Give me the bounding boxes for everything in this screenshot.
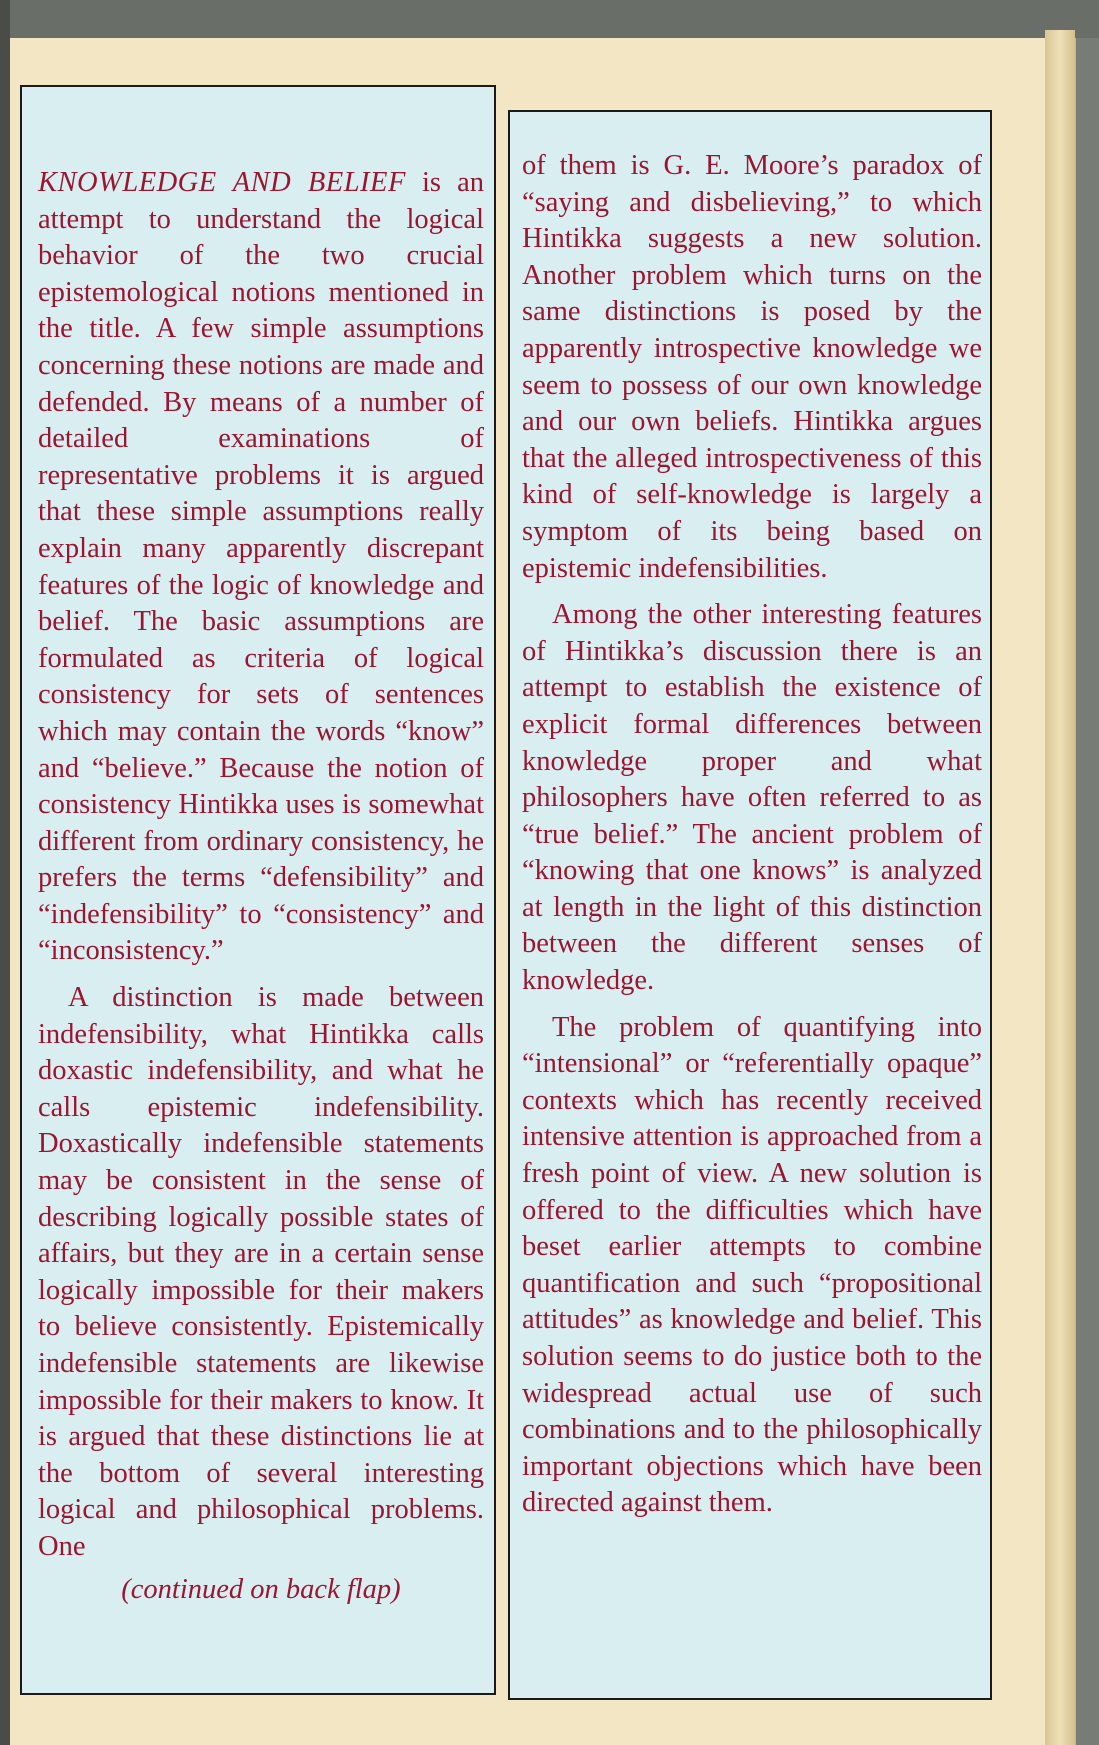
jacket-fold [1045, 30, 1075, 1745]
left-text-panel [20, 85, 496, 1695]
continued-note: (continued on back flap) [121, 1573, 401, 1605]
board-left-edge [0, 0, 10, 1745]
right-paragraph-1: of them is G. E. Moore’s paradox of “saying and disbelieving,” to which Hintikka suggests a new solution. Another problem which turns on the same distinctions is posed by the apparently introspective knowledge we seem to possess of our own knowledge and our own beliefs. Hintikka argues that the alleged introspectiveness of this kind of self-knowledge is largely a symptom of its being based on epistemic indefensibilities. [522, 150, 982, 584]
board-top-edge [0, 0, 1099, 38]
left-paragraph-1-text: is an attempt to understand the logical behavior of the two crucial epistemological notions mentioned in the title. A few simple assumptions concerning these notions are made and defended. By means of a number of detailed examinations of representative problems it is argued that these simple assumptions really explain many apparently discrepant features of the logic of knowledge and belief. The basic assumptions are formulated as criteria of logical consistency for sets of sentences which may contain the words “know” and “believe.” Because the notion of consistency Hintikka uses is somewhat different from ordinary consistency, he prefers the terms “defensibility” and “indefensibility” to “consistency” and “inconsistency.” [38, 167, 484, 967]
right-paragraph-3: The problem of quantifying into “intensional” or “referentially opaque” contexts which has recently received intensive attention is approached from a fresh point of view. A new solution is offered to the difficulties which have beset earlier attempts to combine quantification and such “propositional attitudes” as knowledge and belief. This solution seems to do justice both to the widespread actual use of such combinations and to the philosophically important objections which have been directed against them. [522, 1011, 982, 1519]
book-title: KNOWLEDGE AND BELIEF [38, 167, 406, 198]
right-paragraph-2: Among the other interesting features of Hintikka’s discussion there is an attempt to establish the existence of explicit formal differences between knowledge proper and what philosophers have often referred to as “true belief.” The ancient problem of “knowing that one knows” is analyzed at length in the light of this distinction between the different senses of knowledge. [522, 599, 982, 997]
left-paragraph-1 [38, 165, 484, 970]
left-paragraph-2: A distinction is made between indefensibility, what Hintikka calls doxastic indefensibility, and what he calls epistemic indefensibility. Doxastically indefensible statements may be consistent in the sense of describing logically possible states of affairs, but they are in a certain sense logically impossible for their makers to believe consistently. Epistemically indefensible statements are likewise impossible for their makers to know. It is argued that these distinctions lie at the bottom of several interesting logical and philosophical problems. One [38, 982, 484, 1562]
right-text-panel [508, 110, 992, 1700]
